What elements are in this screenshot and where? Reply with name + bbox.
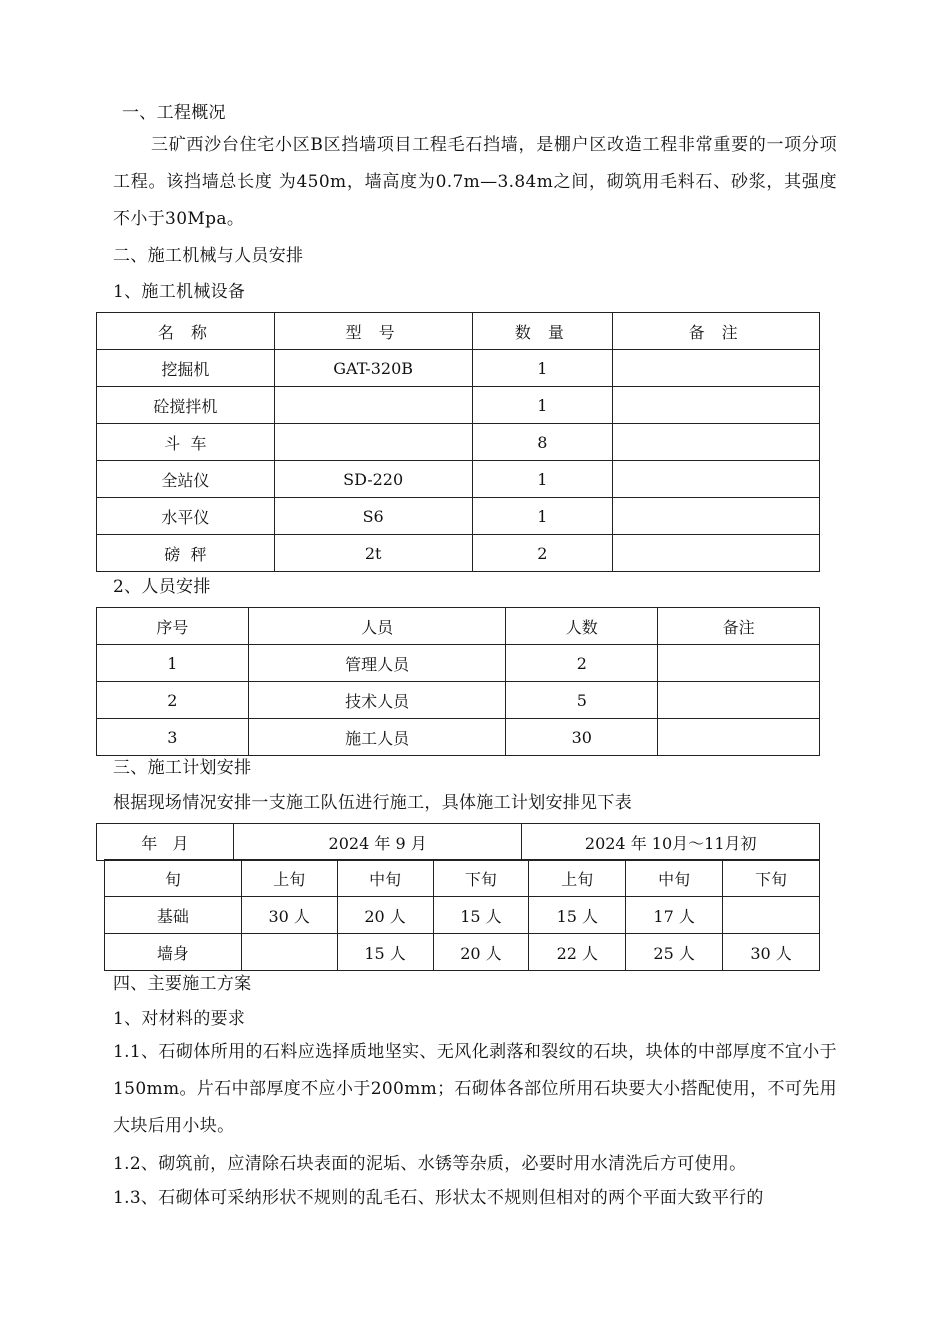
table-cell: 斗 车 — [97, 424, 275, 461]
table-cell: 磅 秤 — [97, 535, 275, 572]
month-cell: 2024 年 9 月 — [233, 824, 522, 861]
section1-paragraph: 三矿西沙台住宅小区B区挡墙项目工程毛石挡墙，是棚户区改造工程非常重要的一项分项工程。该挡墙总长度 为450m，墙高度为0.7m—3.84m之间，砌筑用毛料石、砂浆，其强度不小于30Mpa。 — [113, 135, 837, 229]
table-row — [105, 897, 820, 934]
table-cell — [613, 350, 820, 387]
schedule-detail-table — [104, 859, 820, 971]
table-cell: 2t — [274, 535, 472, 572]
table-cell: 1 — [472, 461, 613, 498]
period-cell: 中旬 — [626, 860, 723, 897]
month-cell: 2024 年 10月～11月初 — [522, 824, 820, 861]
ten-day-label-cell: 旬 — [105, 860, 242, 897]
item-1-1: 1.1、石砌体所用的石料应选择质地坚实、无风化剥落和裂纹的石块，块体的中部厚度不宜小于150mm。片石中部厚度不应小于200mm；石砌体各部位所用石块要大小搭配使用，不可先用大块后用小块。 — [113, 1042, 837, 1136]
table-row — [97, 350, 820, 387]
table-cell: 30 人 — [241, 897, 337, 934]
header-cell: 备注 — [658, 608, 820, 645]
header-cell: 序号 — [97, 608, 249, 645]
table-cell: 技术人员 — [248, 682, 506, 719]
table-cell: 1 — [472, 498, 613, 535]
period-cell: 中旬 — [337, 860, 433, 897]
row-label-cell: 墙身 — [105, 934, 242, 971]
section2-sub2: 2、人员安排 — [113, 577, 211, 597]
period-cell: 上旬 — [241, 860, 337, 897]
table-cell — [658, 719, 820, 756]
table-cell — [241, 934, 337, 971]
item-1-3: 1.3、石砌体可采纳形状不规则的乱毛石、形状太不规则但相对的两个平面大致平行的 — [113, 1188, 764, 1208]
table-cell: 砼搅拌机 — [97, 387, 275, 424]
section2-heading: 二、施工机械与人员安排 — [113, 246, 304, 266]
table-cell: 施工人员 — [248, 719, 506, 756]
table-header-row — [97, 608, 820, 645]
row-label-cell: 基础 — [105, 897, 242, 934]
table-row — [97, 682, 820, 719]
table-row — [105, 934, 820, 971]
table-cell: 15 人 — [433, 897, 529, 934]
item-1-2: 1.2、砌筑前，应清除石块表面的泥垢、水锈等杂质，必要时用水清洗后方可使用。 — [113, 1154, 747, 1174]
table-cell — [658, 645, 820, 682]
table-header-row — [97, 313, 820, 350]
table-cell: 1 — [97, 645, 249, 682]
table-cell — [613, 461, 820, 498]
table-cell: 全站仪 — [97, 461, 275, 498]
section4-heading: 四、主要施工方案 — [113, 974, 252, 994]
section3-heading: 三、施工计划安排 — [113, 758, 252, 778]
table-cell: SD-220 — [274, 461, 472, 498]
table-row — [97, 461, 820, 498]
header-cell: 名 称 — [97, 313, 275, 350]
header-cell: 数 量 — [472, 313, 613, 350]
schedule-period-row — [105, 860, 820, 897]
table-row — [97, 535, 820, 572]
staff-table — [96, 607, 820, 756]
table-cell: 3 — [97, 719, 249, 756]
table-cell: 5 — [506, 682, 658, 719]
month-label-cell: 年 月 — [97, 824, 234, 861]
table-cell: S6 — [274, 498, 472, 535]
header-cell: 人数 — [506, 608, 658, 645]
table-cell: 15 人 — [337, 934, 433, 971]
table-cell: 20 人 — [337, 897, 433, 934]
table-cell: 2 — [97, 682, 249, 719]
table-cell: 管理人员 — [248, 645, 506, 682]
section1-heading: 一、工程概况 — [122, 103, 226, 123]
table-row — [97, 498, 820, 535]
table-cell — [658, 682, 820, 719]
table-cell: 2 — [472, 535, 613, 572]
period-cell: 上旬 — [529, 860, 626, 897]
table-row — [97, 387, 820, 424]
table-cell: 1 — [472, 350, 613, 387]
table-cell: 17 人 — [626, 897, 723, 934]
table-cell — [274, 387, 472, 424]
equipment-table — [96, 312, 820, 572]
table-cell: 水平仪 — [97, 498, 275, 535]
table-cell: 15 人 — [529, 897, 626, 934]
table-row — [97, 424, 820, 461]
schedule-month-row — [97, 824, 820, 861]
section3-intro: 根据现场情况安排一支施工队伍进行施工，具体施工计划安排见下表 — [113, 793, 632, 813]
period-cell: 下旬 — [433, 860, 529, 897]
table-cell: 挖掘机 — [97, 350, 275, 387]
table-cell: 1 — [472, 387, 613, 424]
header-cell: 型 号 — [274, 313, 472, 350]
schedule-month-table — [96, 823, 820, 861]
header-cell: 人员 — [248, 608, 506, 645]
section2-sub1: 1、施工机械设备 — [113, 282, 246, 302]
section4-sub1: 1、对材料的要求 — [113, 1009, 246, 1029]
table-cell — [613, 498, 820, 535]
table-cell: 2 — [506, 645, 658, 682]
table-row — [97, 719, 820, 756]
period-cell: 下旬 — [723, 860, 820, 897]
table-cell — [613, 424, 820, 461]
table-cell: 20 人 — [433, 934, 529, 971]
table-cell: 25 人 — [626, 934, 723, 971]
table-cell: 22 人 — [529, 934, 626, 971]
table-cell — [613, 535, 820, 572]
table-cell — [723, 897, 820, 934]
table-cell: GAT-320B — [274, 350, 472, 387]
table-cell: 30 — [506, 719, 658, 756]
header-cell: 备 注 — [613, 313, 820, 350]
table-cell: 8 — [472, 424, 613, 461]
table-cell — [274, 424, 472, 461]
table-row — [97, 645, 820, 682]
table-cell — [613, 387, 820, 424]
table-cell: 30 人 — [723, 934, 820, 971]
